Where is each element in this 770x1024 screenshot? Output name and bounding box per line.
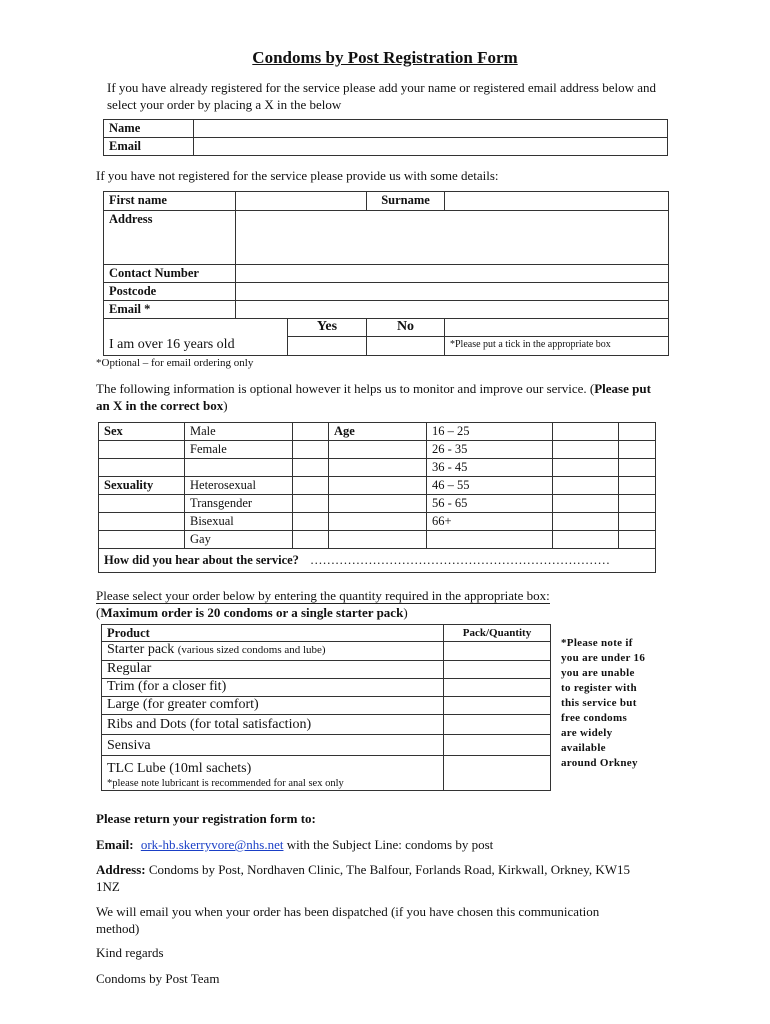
surname-field[interactable] [445,192,669,211]
age-yes-box[interactable] [288,337,367,356]
age-26-35-box[interactable] [553,441,619,459]
blank-cell [619,441,656,459]
option-label: 16 – 25 [427,423,553,441]
email-label: Email [104,138,194,156]
blank-cell [99,495,185,513]
no-label: No [367,319,445,337]
age-label: Age [329,423,427,441]
blank-cell [293,459,329,477]
ribs-qty[interactable] [444,715,551,735]
option-label: Female [185,441,293,459]
blank-cell [99,441,185,459]
blank-cell [99,459,185,477]
blank-cell [99,531,185,549]
large-label: Large (for greater comfort) [102,697,444,715]
age-question-label: I am over 16 years old [104,337,288,356]
details-table [103,191,669,356]
blank-cell [329,441,427,459]
email-field[interactable] [194,138,668,156]
age-16-25-box[interactable] [553,423,619,441]
bisexual-box[interactable] [293,513,329,531]
return-address: Address: Condoms by Post, Nordhaven Clinic, The Balfour, Forlands Road, Kirkwall, Orkney, KW15 1NZ [96,862,631,894]
yes-label: Yes [288,319,367,337]
blank-cell [619,477,656,495]
postcode-field[interactable] [236,283,669,301]
contact-number-field[interactable] [236,265,669,283]
option-label: 66+ [427,513,553,531]
sensiva-label: Sensiva [102,735,444,756]
first-name-label: First name [104,192,236,211]
option-label: Bisexual [185,513,293,531]
blank-cell [329,495,427,513]
female-box[interactable] [293,441,329,459]
blank-cell [619,531,656,549]
first-name-field[interactable] [236,192,367,211]
lube-cell [102,756,444,791]
blank-cell [553,531,619,549]
option-label: 26 - 35 [427,441,553,459]
blank-cell [445,319,669,337]
contact-number-label: Contact Number [104,265,236,283]
blank-cell [104,319,288,337]
trim-qty[interactable] [444,679,551,697]
hear-dots: ……………………………………………………………… [310,553,611,567]
age-36-45-box[interactable] [553,459,619,477]
sensiva-qty[interactable] [444,735,551,756]
blank-cell [185,459,293,477]
blank-cell [427,531,553,549]
regular-qty[interactable] [444,661,551,679]
registered-table [103,119,668,156]
blank-cell [329,477,427,495]
order-table [101,624,551,791]
option-label: Transgender [185,495,293,513]
option-label: Male [185,423,293,441]
name-label: Name [104,120,194,138]
option-label: 56 - 65 [427,495,553,513]
blank-cell [329,459,427,477]
regular-label: Regular [102,661,444,679]
large-qty[interactable] [444,697,551,715]
ribs-label: Ribs and Dots (for total satisfaction) [102,715,444,735]
return-email: Email: ork-hb.skerryvore@nhs.net with the Subject Line: condoms by post [96,837,494,852]
age-no-box[interactable] [367,337,445,356]
qty-header: Pack/Quantity [444,625,551,642]
team-signoff: Condoms by Post Team [96,971,220,986]
dispatch-text: We will email you when your order has been dispatched (if you have chosen this communication method) [96,904,600,936]
order-intro: Please select your order below by entering the quantity required in the appropriate box: (Maximum order is 20 condoms or a single starter pack) [96,588,550,620]
details-email-label: Email * [104,301,236,319]
optional-note: *Optional – for email ordering only [96,357,254,369]
blank-cell [619,513,656,531]
name-field[interactable] [194,120,668,138]
lube-note: *please note lubricant is recommended for anal sex only [107,778,344,789]
under-16-note: *Please note if you are under 16 you are unable to register with this service but free condoms are widely available around Orkney [561,637,646,769]
surname-label: Surname [367,192,445,211]
blank-cell [619,495,656,513]
option-label: 46 – 55 [427,477,553,495]
starter-pack-label: Starter pack (various sized condoms and lube) [102,642,444,661]
blank-cell [619,423,656,441]
age-46-55-box[interactable] [553,477,619,495]
address-field[interactable] [236,211,669,265]
gay-box[interactable] [293,531,329,549]
blank-cell [329,531,427,549]
hear-label: How did you hear about the service? [104,553,299,567]
new-intro-text: If you have not registered for the service please provide us with some details: [96,168,499,183]
tick-note: *Please put a tick in the appropriate box [445,337,669,356]
starter-pack-qty[interactable] [444,642,551,661]
trim-label: Trim (for a closer fit) [102,679,444,697]
address-label: Address [104,211,236,265]
blank-cell [329,513,427,531]
option-label: 36 - 45 [427,459,553,477]
option-label: Heterosexual [185,477,293,495]
monitoring-table [98,422,656,573]
age-56-65-box[interactable] [553,495,619,513]
lube-qty[interactable] [444,756,551,791]
page-title: Condoms by Post Registration Form [252,48,518,67]
option-label: Gay [185,531,293,549]
blank-cell [619,459,656,477]
heterosexual-box[interactable] [293,477,329,495]
email-link[interactable]: ork-hb.skerryvore@nhs.net [140,837,284,852]
postcode-label: Postcode [104,283,236,301]
sexuality-label: Sexuality [99,477,185,495]
product-header: Product [102,625,444,642]
lube-label: TLC Lube (10ml sachets) [107,761,252,776]
male-box[interactable] [293,423,329,441]
sex-label: Sex [99,423,185,441]
age-66-plus-box[interactable] [553,513,619,531]
kind-regards: Kind regards [96,945,164,960]
transgender-box[interactable] [293,495,329,513]
return-heading: Please return your registration form to: [96,811,316,826]
hear-about-row[interactable] [99,549,656,573]
intro-text: If you have already registered for the service please add your name or registered email address below and select your order by placing a X in the below [107,80,657,112]
blank-cell [99,513,185,531]
monitor-intro: The following information is optional however it helps us to monitor and improve our service. (Please put an X in the correct box) [96,381,651,413]
details-email-field[interactable] [236,301,669,319]
